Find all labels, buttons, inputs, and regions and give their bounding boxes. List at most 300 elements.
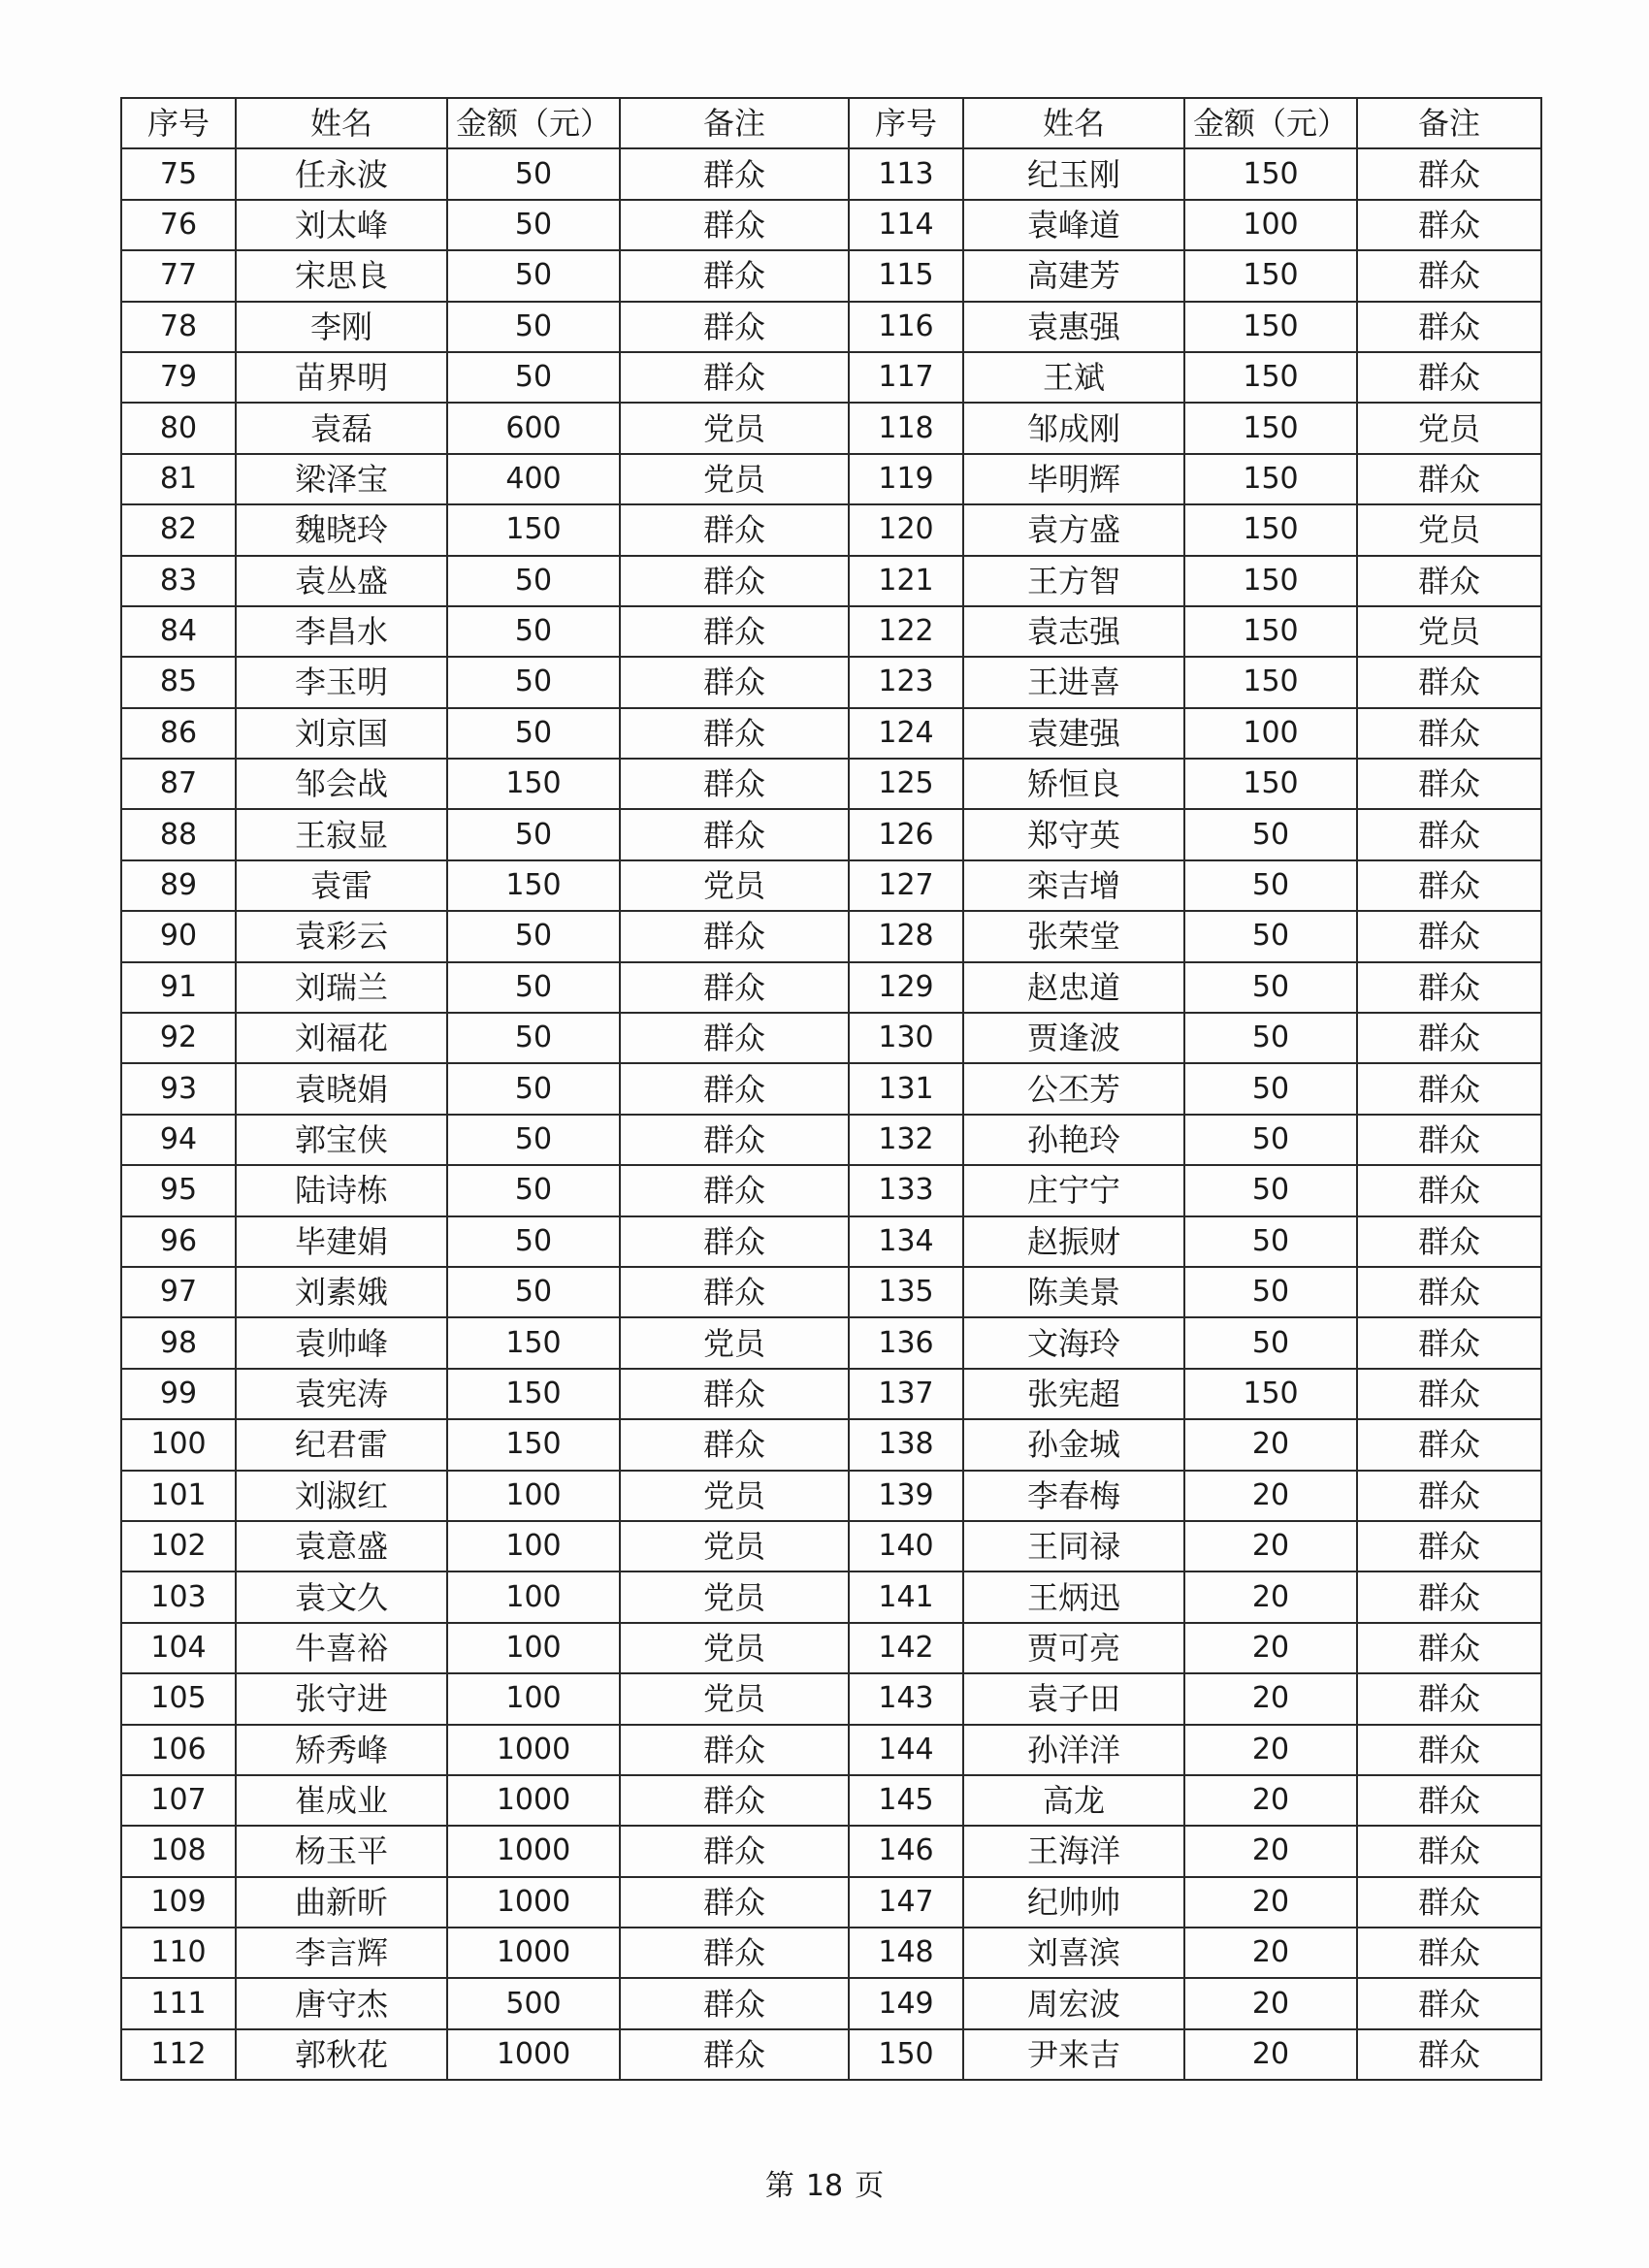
right-name-cell: 袁子田 (963, 1673, 1184, 1724)
left-note-cell: 群众 (620, 148, 849, 199)
right-note-cell: 群众 (1357, 2029, 1541, 2080)
right-name-cell: 贾逢波 (963, 1013, 1184, 1063)
table-row (121, 1419, 1541, 1470)
right-note-cell: 群众 (1357, 1978, 1541, 2028)
table-row (121, 1623, 1541, 1673)
left-note-cell: 群众 (620, 911, 849, 961)
left-amount-cell: 1000 (447, 1826, 620, 1876)
table-row (121, 403, 1541, 453)
right-serial-cell: 122 (849, 606, 963, 657)
header-amount-left: 金额（元） (447, 98, 620, 148)
right-amount-cell: 50 (1184, 1267, 1357, 1317)
left-serial-cell: 90 (121, 911, 236, 961)
left-serial-cell: 78 (121, 302, 236, 352)
left-serial-cell: 103 (121, 1571, 236, 1622)
right-amount-cell: 150 (1184, 148, 1357, 199)
right-serial-cell: 137 (849, 1369, 963, 1419)
left-serial-cell: 99 (121, 1369, 236, 1419)
table-row (121, 1063, 1541, 1114)
right-amount-cell: 20 (1184, 1419, 1357, 1470)
left-note-cell: 群众 (620, 302, 849, 352)
right-serial-cell: 130 (849, 1013, 963, 1063)
right-note-cell: 群众 (1357, 1471, 1541, 1521)
right-name-cell: 王方智 (963, 556, 1184, 606)
left-note-cell: 群众 (620, 1725, 849, 1775)
right-amount-cell: 20 (1184, 1673, 1357, 1724)
right-serial-cell: 141 (849, 1571, 963, 1622)
left-name-cell: 张守进 (236, 1673, 447, 1724)
table-row (121, 1775, 1541, 1826)
left-note-cell: 群众 (620, 1369, 849, 1419)
left-note-cell: 群众 (620, 1013, 849, 1063)
left-serial-cell: 100 (121, 1419, 236, 1470)
left-amount-cell: 150 (447, 860, 620, 911)
table-row (121, 1673, 1541, 1724)
left-amount-cell: 1000 (447, 1725, 620, 1775)
left-name-cell: 崔成业 (236, 1775, 447, 1826)
right-name-cell: 袁峰道 (963, 200, 1184, 250)
right-note-cell: 群众 (1357, 1571, 1541, 1622)
table-row (121, 911, 1541, 961)
right-name-cell: 孙金城 (963, 1419, 1184, 1470)
left-name-cell: 刘淑红 (236, 1471, 447, 1521)
left-note-cell: 群众 (620, 200, 849, 250)
right-note-cell: 群众 (1357, 1165, 1541, 1215)
right-serial-cell: 138 (849, 1419, 963, 1470)
right-amount-cell: 50 (1184, 911, 1357, 961)
right-name-cell: 王炳迅 (963, 1571, 1184, 1622)
right-name-cell: 公丕芳 (963, 1063, 1184, 1114)
right-amount-cell: 50 (1184, 860, 1357, 911)
right-note-cell: 群众 (1357, 148, 1541, 199)
left-serial-cell: 75 (121, 148, 236, 199)
right-amount-cell: 20 (1184, 1877, 1357, 1928)
left-note-cell: 群众 (620, 708, 849, 759)
right-name-cell: 赵忠道 (963, 962, 1184, 1013)
left-serial-cell: 86 (121, 708, 236, 759)
left-serial-cell: 106 (121, 1725, 236, 1775)
left-amount-cell: 50 (447, 1165, 620, 1215)
table-row (121, 1725, 1541, 1775)
table-row (121, 1267, 1541, 1317)
right-note-cell: 党员 (1357, 403, 1541, 453)
table-row (121, 1826, 1541, 1876)
left-name-cell: 李刚 (236, 302, 447, 352)
left-serial-cell: 110 (121, 1928, 236, 1978)
header-amount-right: 金额（元） (1184, 98, 1357, 148)
left-amount-cell: 50 (447, 250, 620, 301)
right-note-cell: 群众 (1357, 1725, 1541, 1775)
left-note-cell: 党员 (620, 1521, 849, 1571)
left-amount-cell: 100 (447, 1623, 620, 1673)
right-name-cell: 纪帅帅 (963, 1877, 1184, 1928)
left-amount-cell: 50 (447, 1115, 620, 1165)
left-note-cell: 党员 (620, 454, 849, 504)
table-row (121, 302, 1541, 352)
left-note-cell: 群众 (620, 556, 849, 606)
right-note-cell: 群众 (1357, 352, 1541, 403)
right-name-cell: 孙洋洋 (963, 1725, 1184, 1775)
right-note-cell: 群众 (1357, 860, 1541, 911)
right-amount-cell: 150 (1184, 504, 1357, 555)
left-note-cell: 群众 (620, 759, 849, 809)
right-amount-cell: 150 (1184, 657, 1357, 707)
right-note-cell: 群众 (1357, 911, 1541, 961)
left-name-cell: 袁帅峰 (236, 1317, 447, 1368)
right-amount-cell: 150 (1184, 606, 1357, 657)
right-name-cell: 王海洋 (963, 1826, 1184, 1876)
left-name-cell: 苗界明 (236, 352, 447, 403)
right-amount-cell: 20 (1184, 1725, 1357, 1775)
table-row (121, 809, 1541, 859)
table-row (121, 2029, 1541, 2080)
left-amount-cell: 600 (447, 403, 620, 453)
left-serial-cell: 91 (121, 962, 236, 1013)
right-note-cell: 群众 (1357, 962, 1541, 1013)
right-name-cell: 文海玲 (963, 1317, 1184, 1368)
left-name-cell: 李昌水 (236, 606, 447, 657)
left-serial-cell: 85 (121, 657, 236, 707)
right-note-cell: 群众 (1357, 302, 1541, 352)
left-name-cell: 陆诗栋 (236, 1165, 447, 1215)
left-name-cell: 袁晓娟 (236, 1063, 447, 1114)
left-name-cell: 刘太峰 (236, 200, 447, 250)
right-amount-cell: 100 (1184, 708, 1357, 759)
left-name-cell: 唐守杰 (236, 1978, 447, 2028)
left-amount-cell: 150 (447, 1317, 620, 1368)
right-amount-cell: 50 (1184, 1216, 1357, 1267)
right-amount-cell: 150 (1184, 556, 1357, 606)
table-row (121, 1928, 1541, 1978)
right-amount-cell: 50 (1184, 1165, 1357, 1215)
right-note-cell: 群众 (1357, 454, 1541, 504)
left-name-cell: 袁意盛 (236, 1521, 447, 1571)
right-serial-cell: 119 (849, 454, 963, 504)
table-row (121, 657, 1541, 707)
right-note-cell: 群众 (1357, 1267, 1541, 1317)
right-name-cell: 袁志强 (963, 606, 1184, 657)
left-serial-cell: 84 (121, 606, 236, 657)
right-amount-cell: 20 (1184, 1775, 1357, 1826)
left-amount-cell: 50 (447, 302, 620, 352)
footer-suffix: 页 (855, 2169, 885, 2203)
left-serial-cell: 105 (121, 1673, 236, 1724)
right-name-cell: 袁方盛 (963, 504, 1184, 555)
right-name-cell: 王斌 (963, 352, 1184, 403)
left-serial-cell: 102 (121, 1521, 236, 1571)
right-name-cell: 李春梅 (963, 1471, 1184, 1521)
right-note-cell: 群众 (1357, 1317, 1541, 1368)
right-amount-cell: 50 (1184, 1063, 1357, 1114)
right-note-cell: 党员 (1357, 504, 1541, 555)
table-row (121, 454, 1541, 504)
table-body (121, 148, 1541, 2080)
right-serial-cell: 149 (849, 1978, 963, 2028)
left-serial-cell: 104 (121, 1623, 236, 1673)
left-amount-cell: 100 (447, 1673, 620, 1724)
right-serial-cell: 121 (849, 556, 963, 606)
right-serial-cell: 134 (849, 1216, 963, 1267)
left-note-cell: 党员 (620, 403, 849, 453)
right-note-cell: 群众 (1357, 1877, 1541, 1928)
right-name-cell: 尹来吉 (963, 2029, 1184, 2080)
left-amount-cell: 50 (447, 200, 620, 250)
table-row (121, 708, 1541, 759)
left-note-cell: 群众 (620, 1267, 849, 1317)
right-serial-cell: 140 (849, 1521, 963, 1571)
right-serial-cell: 135 (849, 1267, 963, 1317)
right-amount-cell: 50 (1184, 809, 1357, 859)
left-amount-cell: 50 (447, 1063, 620, 1114)
table-row (121, 148, 1541, 199)
left-amount-cell: 50 (447, 1216, 620, 1267)
right-serial-cell: 117 (849, 352, 963, 403)
right-note-cell: 群众 (1357, 1216, 1541, 1267)
left-amount-cell: 50 (447, 809, 620, 859)
right-name-cell: 高建芳 (963, 250, 1184, 301)
right-amount-cell: 20 (1184, 1471, 1357, 1521)
right-note-cell: 群众 (1357, 1369, 1541, 1419)
right-name-cell: 栾吉增 (963, 860, 1184, 911)
table-row (121, 759, 1541, 809)
left-note-cell: 群众 (620, 809, 849, 859)
left-note-cell: 群众 (620, 504, 849, 555)
right-amount-cell: 150 (1184, 352, 1357, 403)
left-note-cell: 群众 (620, 1419, 849, 1470)
left-note-cell: 群众 (620, 1826, 849, 1876)
left-name-cell: 袁彩云 (236, 911, 447, 961)
right-serial-cell: 147 (849, 1877, 963, 1928)
right-serial-cell: 139 (849, 1471, 963, 1521)
footer-prefix: 第 (764, 2169, 794, 2203)
left-amount-cell: 150 (447, 1419, 620, 1470)
left-serial-cell: 95 (121, 1165, 236, 1215)
header-name-right: 姓名 (963, 98, 1184, 148)
right-name-cell: 袁建强 (963, 708, 1184, 759)
right-amount-cell: 150 (1184, 1369, 1357, 1419)
table-row (121, 1013, 1541, 1063)
right-name-cell: 庄宁宁 (963, 1165, 1184, 1215)
left-note-cell: 党员 (620, 1673, 849, 1724)
page-number: 18 (805, 2169, 844, 2203)
donation-table (120, 97, 1542, 2081)
right-amount-cell: 150 (1184, 759, 1357, 809)
left-name-cell: 刘福花 (236, 1013, 447, 1063)
right-note-cell: 群众 (1357, 708, 1541, 759)
left-amount-cell: 100 (447, 1571, 620, 1622)
left-amount-cell: 50 (447, 1267, 620, 1317)
left-name-cell: 王寂显 (236, 809, 447, 859)
right-serial-cell: 143 (849, 1673, 963, 1724)
right-note-cell: 群众 (1357, 1826, 1541, 1876)
right-name-cell: 刘喜滨 (963, 1928, 1184, 1978)
left-name-cell: 袁磊 (236, 403, 447, 453)
left-name-cell: 刘瑞兰 (236, 962, 447, 1013)
table-row (121, 556, 1541, 606)
right-amount-cell: 20 (1184, 2029, 1357, 2080)
left-serial-cell: 97 (121, 1267, 236, 1317)
left-amount-cell: 50 (447, 148, 620, 199)
left-serial-cell: 81 (121, 454, 236, 504)
right-note-cell: 群众 (1357, 759, 1541, 809)
right-serial-cell: 128 (849, 911, 963, 961)
right-serial-cell: 118 (849, 403, 963, 453)
table-row (121, 1216, 1541, 1267)
left-note-cell: 群众 (620, 962, 849, 1013)
right-serial-cell: 142 (849, 1623, 963, 1673)
right-serial-cell: 120 (849, 504, 963, 555)
left-note-cell: 党员 (620, 1471, 849, 1521)
header-name-left: 姓名 (236, 98, 447, 148)
left-serial-cell: 79 (121, 352, 236, 403)
left-serial-cell: 77 (121, 250, 236, 301)
right-serial-cell: 148 (849, 1928, 963, 1978)
left-name-cell: 魏晓玲 (236, 504, 447, 555)
left-name-cell: 任永波 (236, 148, 447, 199)
right-amount-cell: 150 (1184, 302, 1357, 352)
table-row (121, 1521, 1541, 1571)
right-serial-cell: 132 (849, 1115, 963, 1165)
right-serial-cell: 114 (849, 200, 963, 250)
left-note-cell: 群众 (620, 1165, 849, 1215)
left-serial-cell: 108 (121, 1826, 236, 1876)
right-note-cell: 党员 (1357, 606, 1541, 657)
left-name-cell: 袁宪涛 (236, 1369, 447, 1419)
right-serial-cell: 131 (849, 1063, 963, 1114)
header-note-right: 备注 (1357, 98, 1541, 148)
left-serial-cell: 98 (121, 1317, 236, 1368)
left-amount-cell: 150 (447, 1369, 620, 1419)
left-serial-cell: 92 (121, 1013, 236, 1063)
right-serial-cell: 125 (849, 759, 963, 809)
left-name-cell: 袁文久 (236, 1571, 447, 1622)
right-serial-cell: 133 (849, 1165, 963, 1215)
table-row (121, 352, 1541, 403)
table-row (121, 860, 1541, 911)
left-note-cell: 党员 (620, 860, 849, 911)
right-amount-cell: 50 (1184, 1115, 1357, 1165)
table-row (121, 1471, 1541, 1521)
right-serial-cell: 115 (849, 250, 963, 301)
table-row (121, 1317, 1541, 1368)
left-name-cell: 袁丛盛 (236, 556, 447, 606)
left-name-cell: 郭宝侠 (236, 1115, 447, 1165)
left-serial-cell: 107 (121, 1775, 236, 1826)
left-serial-cell: 76 (121, 200, 236, 250)
right-serial-cell: 145 (849, 1775, 963, 1826)
left-amount-cell: 500 (447, 1978, 620, 2028)
left-note-cell: 群众 (620, 1216, 849, 1267)
right-name-cell: 周宏波 (963, 1978, 1184, 2028)
left-note-cell: 群众 (620, 1775, 849, 1826)
right-name-cell: 王同禄 (963, 1521, 1184, 1571)
left-note-cell: 群众 (620, 1978, 849, 2028)
right-amount-cell: 150 (1184, 454, 1357, 504)
right-note-cell: 群众 (1357, 250, 1541, 301)
left-name-cell: 纪君雷 (236, 1419, 447, 1470)
left-name-cell: 郭秋花 (236, 2029, 447, 2080)
right-name-cell: 张宪超 (963, 1369, 1184, 1419)
right-amount-cell: 20 (1184, 1571, 1357, 1622)
right-note-cell: 群众 (1357, 1775, 1541, 1826)
right-serial-cell: 150 (849, 2029, 963, 2080)
left-note-cell: 群众 (620, 1063, 849, 1114)
right-note-cell: 群众 (1357, 1013, 1541, 1063)
left-name-cell: 袁雷 (236, 860, 447, 911)
right-serial-cell: 144 (849, 1725, 963, 1775)
right-name-cell: 王进喜 (963, 657, 1184, 707)
right-name-cell: 孙艳玲 (963, 1115, 1184, 1165)
left-amount-cell: 50 (447, 708, 620, 759)
left-serial-cell: 101 (121, 1471, 236, 1521)
left-name-cell: 李言辉 (236, 1928, 447, 1978)
table-row (121, 1571, 1541, 1622)
left-serial-cell: 93 (121, 1063, 236, 1114)
left-name-cell: 刘京国 (236, 708, 447, 759)
header-serial-right: 序号 (849, 98, 963, 148)
right-name-cell: 毕明辉 (963, 454, 1184, 504)
left-amount-cell: 100 (447, 1521, 620, 1571)
left-note-cell: 群众 (620, 1928, 849, 1978)
page-footer (0, 2161, 1649, 2204)
left-note-cell: 群众 (620, 1115, 849, 1165)
right-amount-cell: 50 (1184, 962, 1357, 1013)
left-amount-cell: 50 (447, 606, 620, 657)
right-name-cell: 赵振财 (963, 1216, 1184, 1267)
left-amount-cell: 150 (447, 504, 620, 555)
right-note-cell: 群众 (1357, 1115, 1541, 1165)
left-serial-cell: 88 (121, 809, 236, 859)
left-amount-cell: 1000 (447, 2029, 620, 2080)
left-amount-cell: 100 (447, 1471, 620, 1521)
left-amount-cell: 1000 (447, 1928, 620, 1978)
right-name-cell: 纪玉刚 (963, 148, 1184, 199)
right-amount-cell: 20 (1184, 1521, 1357, 1571)
right-serial-cell: 124 (849, 708, 963, 759)
right-name-cell: 矫恒良 (963, 759, 1184, 809)
right-serial-cell: 136 (849, 1317, 963, 1368)
left-note-cell: 群众 (620, 250, 849, 301)
right-amount-cell: 20 (1184, 1928, 1357, 1978)
right-name-cell: 袁惠强 (963, 302, 1184, 352)
left-note-cell: 党员 (620, 1623, 849, 1673)
left-amount-cell: 50 (447, 657, 620, 707)
right-note-cell: 群众 (1357, 657, 1541, 707)
table-row (121, 962, 1541, 1013)
left-amount-cell: 50 (447, 352, 620, 403)
table-row (121, 1115, 1541, 1165)
left-name-cell: 梁泽宝 (236, 454, 447, 504)
right-name-cell: 张荣堂 (963, 911, 1184, 961)
left-serial-cell: 83 (121, 556, 236, 606)
right-serial-cell: 146 (849, 1826, 963, 1876)
table-row (121, 1369, 1541, 1419)
right-serial-cell: 116 (849, 302, 963, 352)
left-name-cell: 曲新昕 (236, 1877, 447, 1928)
left-amount-cell: 1000 (447, 1877, 620, 1928)
header-note-left: 备注 (620, 98, 849, 148)
left-amount-cell: 50 (447, 1013, 620, 1063)
left-serial-cell: 111 (121, 1978, 236, 2028)
right-amount-cell: 150 (1184, 403, 1357, 453)
table-row (121, 1165, 1541, 1215)
left-name-cell: 杨玉平 (236, 1826, 447, 1876)
right-name-cell: 郑守英 (963, 809, 1184, 859)
left-serial-cell: 89 (121, 860, 236, 911)
table-row (121, 504, 1541, 555)
right-note-cell: 群众 (1357, 1521, 1541, 1571)
table-row (121, 606, 1541, 657)
